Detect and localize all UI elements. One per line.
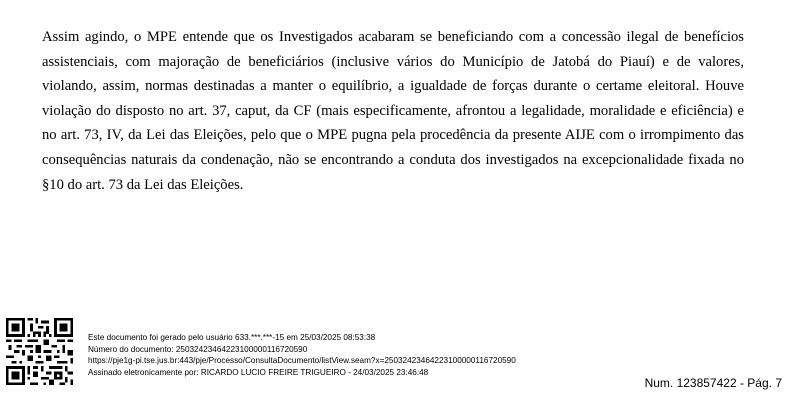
body-line: consequências naturais da condenação, não se encontrando a conduta dos investigados na excepcionalidade fixada no bbox=[42, 151, 744, 168]
signed-by-text: Assinado eletronicamente por: RICARDO LUCIO FREIRE TRIGUEIRO - 24/03/2025 23:46:48 bbox=[88, 367, 429, 377]
body-line: violando, assim, normas destinadas a manter o equilíbrio, a igualdade de forças durante o certame eleitoral. Houve bbox=[42, 78, 744, 95]
qr-code-icon bbox=[6, 318, 73, 385]
body-line: Assim agindo, o MPE entende que os Investigados acabaram se beneficiando com a concessão ilegal de benefícios bbox=[42, 29, 744, 45]
page-number: Num. 123857422 - Pág. 7 bbox=[644, 376, 782, 390]
body-line: violação do disposto no art. 37, caput, da CF (mais especificamente, afrontou a legalidade, moralidade e eficiência) e bbox=[42, 102, 744, 119]
body-line: §10 do art. 73 da Lei das Eleições. bbox=[42, 176, 244, 193]
body-line: assistenciais, com majoração de beneficiários (inclusive vários do Município de Jatobá do Piauí) e de valores, bbox=[42, 53, 744, 70]
document-url[interactable]: https://pje1g-pi.tse.jus.br:443/pje/Processo/ConsultaDocumento/listView.seam?x=25032423464223100000116720590 bbox=[88, 356, 516, 366]
document-number-text: Número do documento: 25032423464223100000116720590 bbox=[88, 344, 308, 354]
document-metadata bbox=[88, 332, 516, 378]
document-body bbox=[42, 25, 744, 197]
generated-by-text: Este documento foi gerado pelo usuário 633.***.***-15 em 25/03/2025 08:53:38 bbox=[88, 333, 376, 342]
body-line: no art. 73, IV, da Lei das Eleições, pelo que o MPE pugna pela procedência da presente AIJE com o irrompimento das bbox=[42, 127, 744, 144]
